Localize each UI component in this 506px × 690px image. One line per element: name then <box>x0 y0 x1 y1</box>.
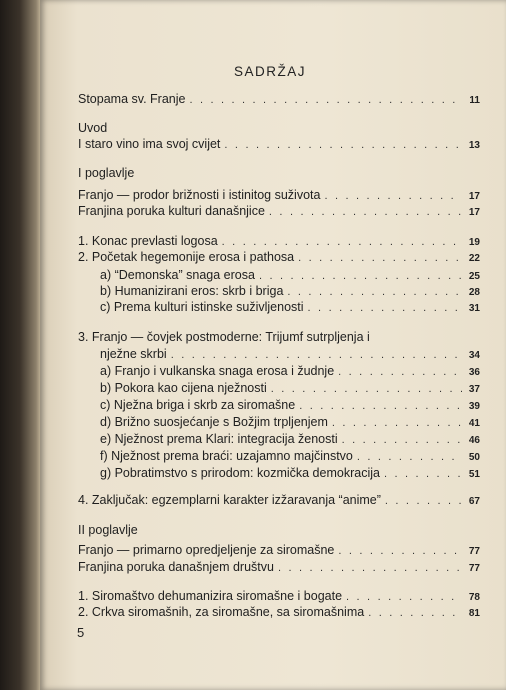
toc-entry: I staro vino ima svoj cvijet . . . 13 <box>78 137 480 153</box>
toc-entry: 4. Zaključak: egzemplarni karakter izžaravanja “anime” . . . 67 <box>78 493 480 509</box>
toc-entry: d) Brižno suosjećanje s Božjim trpljenjem . . . 41 <box>100 415 480 431</box>
facing-page-edge <box>0 0 40 690</box>
toc-entry: c) Prema kulturi istinske suživljenosti . . . 31 <box>100 300 480 316</box>
toc-entry: Franjina poruka kulturi današnjice . . . 17 <box>78 204 480 220</box>
chapter-heading: I poglavlje <box>78 166 135 180</box>
toc-entry: 2. Crkva siromašnih, za siromašne, sa siromašnima . . . 81 <box>78 605 480 621</box>
toc-entry: e) Nježnost prema Klari: integracija ženosti . . . 46 <box>100 432 480 448</box>
toc-entry: Franjina poruka današnjem društvu . . . 77 <box>78 560 480 576</box>
toc-entry: a) Franjo i vulkanska snaga erosa i žudnje . . . 36 <box>100 364 480 380</box>
section-heading: Uvod <box>78 121 108 135</box>
toc-entry: nježne skrbi . . . 34 <box>100 347 480 363</box>
toc-entry-title: 3. Franjo — čovjek postmoderne: Trijumf sutrpljenja i <box>78 330 370 344</box>
page-title: SADRŽAJ <box>233 64 306 79</box>
toc-entry: f) Nježnost prema braći: uzajamno majčinstvo . . . 50 <box>100 449 480 465</box>
toc-entry: 1. Konac prevlasti logosa . . . 19 <box>78 234 480 250</box>
toc-entry: 2. Početak hegemonije erosa i pathosa . . . 22 <box>78 250 480 266</box>
toc-entry: Franjo — primarno opredjeljenje za siromašne . . . 77 <box>78 543 480 559</box>
toc-entry: b) Humanizirani eros: skrb i briga . . . 28 <box>100 284 480 300</box>
toc-entry: c) Nježna briga i skrb za siromašne . . . 39 <box>100 398 480 414</box>
toc-entry: g) Pobratimstvo s prirodom: kozmička demokracija . . . 51 <box>100 466 480 482</box>
toc-entry: Stopama sv. Franje . . . 11 <box>78 92 480 108</box>
toc-entry: b) Pokora kao cijena nježnosti . . . 37 <box>100 381 480 397</box>
toc-entry: a) “Demonska” snaga erosa . . . 25 <box>100 268 480 284</box>
toc-entry: Franjo — prodor brižnosti i istinitog suživota . . . 17 <box>78 188 480 204</box>
toc-entry: 1. Siromaštvo dehumanizira siromašne i bogate . . . 78 <box>78 589 480 605</box>
chapter-heading: II poglavlje <box>78 523 138 537</box>
page-number: 5 <box>77 625 85 640</box>
